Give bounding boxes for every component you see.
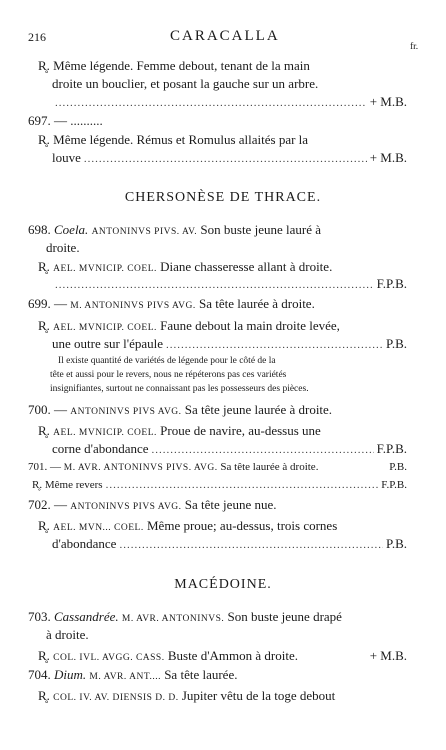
footnote-line: insignifiantes, surtout ne connaissant pas les possesseurs des pièces.: [50, 384, 309, 394]
coin-legend: AEL. MVNICIP. COEL.: [53, 428, 157, 438]
coin-legend: M. AVR. ANTONINVS.: [121, 614, 225, 624]
place-name: Coela.: [54, 222, 89, 237]
rarity-value: P.B.: [386, 536, 407, 551]
coin-legend: AEL. MVN... COEL.: [53, 523, 144, 533]
rarity-value: F.P.B.: [376, 441, 407, 456]
entry-continuation: [52, 76, 407, 92]
reverse-entry: R̥. COL. IVL. AVGG. CASS. Buste d'Ammon à droite. + M.B.: [38, 648, 407, 663]
leader-dots: [84, 153, 367, 165]
coin-legend: COL. IV. AV. DIENSIS D. D.: [53, 693, 179, 703]
entry-699: 699. — M. ANTONINVS PIVS AVG. Sa tête laurée à droite.: [28, 296, 315, 311]
coin-legend: ANTONINVS PIVS AVG.: [70, 407, 182, 417]
entry-text: louve: [52, 150, 81, 165]
rarity-value: + M.B.: [369, 648, 407, 663]
coin-legend: AEL. MVNICIP. COEL.: [53, 323, 157, 333]
leader-dots: [106, 479, 379, 491]
rarity-value: + M.B.: [369, 150, 407, 165]
reverse-entry: [38, 58, 310, 74]
leader-dots: [119, 539, 383, 551]
entry-700: 700. — ANTONINVS PIVS AVG. Sa tête jeune laurée à droite.: [28, 402, 333, 417]
entry-value-row: [52, 150, 407, 166]
entry-continuation: à droite.: [46, 627, 89, 642]
coin-legend: M. AVR. ANT....: [89, 672, 161, 682]
entry-value-row: [52, 276, 407, 292]
entry-continuation: droite.: [46, 240, 80, 255]
reverse-entry: R̥. Même revers ..... F.P.B.: [32, 479, 407, 491]
footnote-line: Il existe quantité de variétés de légende pour le côté de la: [58, 356, 276, 366]
leader-dots: [55, 279, 374, 291]
reverse-entry: R̥. AEL. MVNICIP. COEL. Diane chasseresse allant à droite.: [38, 259, 333, 274]
entry-value-row: [52, 94, 407, 110]
entry-704: 704. Dium. M. AVR. ANT.... Sa tête laurée.: [28, 667, 238, 682]
page-number: 216: [28, 30, 46, 44]
coin-legend: AEL. MVNICIP. COEL.: [53, 264, 157, 274]
rarity-value: + M.B.: [369, 94, 407, 109]
entry-698: 698. Coela. ANTONINVS PIVS. AV. Son buste jeune lauré à: [28, 222, 321, 237]
entry-701: 701. — M. AVR. ANTONINVS PIVS. AVG. Sa tête laurée à droite. P.B.: [28, 461, 407, 473]
rarity-value: F.P.B.: [376, 276, 407, 291]
coin-legend: M. ANTONINVS PIVS AVG.: [70, 301, 196, 311]
reverse-entry: R̥. AEL. MVNICIP. COEL. Proue de navire, au-dessus une: [38, 423, 321, 438]
entry-text: droite un bouclier, et posant la gauche sur un arbre.: [52, 76, 319, 91]
leader-dots: [166, 339, 383, 351]
reverse-mark: R̥.: [38, 132, 50, 147]
reverse-mark: R̥.: [38, 58, 50, 73]
section-heading: MACÉDOINE.: [174, 577, 272, 592]
entry-702: 702. — ANTONINVS PIVS AVG. Sa tête jeune nue.: [28, 497, 277, 512]
rarity-value: F.P.B.: [381, 479, 407, 491]
entry-value-row: corne d'abondance ..... F.P.B.: [52, 441, 407, 457]
coin-legend: ANTONINVS PIVS. AV.: [91, 227, 198, 237]
coin-legend: COL. IVL. AVGG. CASS.: [53, 653, 165, 663]
margin-note: fr.: [410, 42, 419, 52]
page-title: CARACALLA: [170, 28, 280, 44]
place-name: Dium.: [54, 667, 87, 682]
leader-dots: [55, 97, 367, 109]
entry-text: Même légende. Rémus et Romulus allaités par la: [53, 132, 309, 147]
rarity-value: P.B.: [389, 461, 407, 473]
entry-value-row: d'abondance ..... P.B.: [52, 536, 407, 552]
place-name: Cassandrée.: [54, 609, 119, 624]
coin-legend: ANTONINVS PIVS AVG.: [70, 502, 182, 512]
footnote-line: tête et aussi pour le revers, nous ne répéterons pas ces variétés: [50, 370, 287, 380]
entry-number: 697. — ..........: [28, 113, 103, 128]
leader-dots: [152, 444, 374, 456]
reverse-entry: [38, 132, 308, 148]
reverse-entry: R̥. COL. IV. AV. DIENSIS D. D. Jupiter vêtu de la toge debout: [38, 688, 336, 703]
section-heading: CHERSONÈSE DE THRACE.: [124, 190, 322, 205]
reverse-entry: R̥. AEL. MVN... COEL. Même proue; au-dessus, trois cornes: [38, 518, 338, 533]
entry-703: 703. Cassandrée. M. AVR. ANTONINVS. Son buste jeune drapé: [28, 609, 342, 624]
reverse-entry: R̥. AEL. MVNICIP. COEL. Faune debout la main droite levée,: [38, 318, 340, 333]
entry-value-row: une outre sur l'épaule ..... P.B.: [52, 336, 407, 352]
coin-legend: M. AVR. ANTONINVS PIVS. AVG.: [63, 463, 218, 473]
rarity-value: P.B.: [386, 336, 407, 351]
entry-text: Même légende. Femme debout, tenant de la main: [53, 58, 310, 73]
